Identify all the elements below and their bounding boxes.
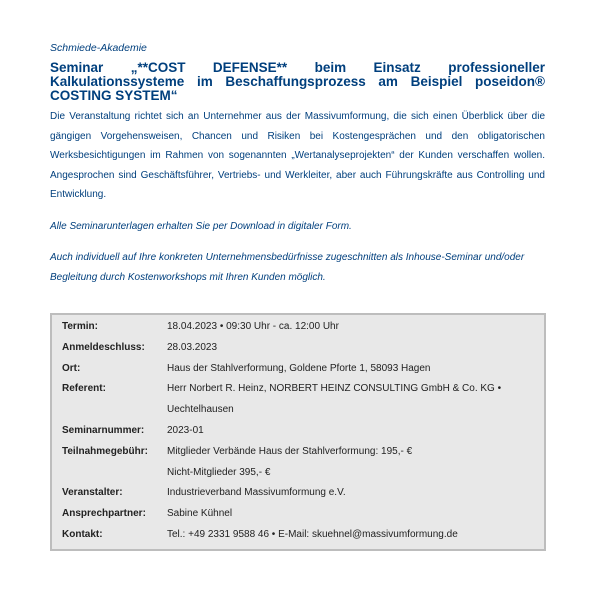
info-row-ort bbox=[62, 359, 534, 380]
info-row-kontakt bbox=[62, 525, 534, 546]
referent-value bbox=[167, 379, 534, 421]
ansprechpartner-value: Sabine Kühnel bbox=[167, 508, 233, 520]
referent-value-line2: Uechtelhausen bbox=[167, 404, 234, 416]
teilnahmegebuehr-value bbox=[167, 442, 534, 484]
seminar-info-box bbox=[50, 313, 546, 551]
download-note: Alle Seminarunterlagen erhalten Sie per Download in digitaler Form. bbox=[50, 220, 352, 232]
info-row-veranstalter bbox=[62, 483, 534, 504]
teilnahmegebuehr-label: Teilnahmegebühr: bbox=[62, 445, 148, 457]
seminarnummer-label: Seminarnummer: bbox=[62, 424, 145, 436]
veranstalter-label: Veranstalter: bbox=[62, 487, 123, 499]
info-row-teilnahmegebuehr bbox=[62, 442, 534, 484]
seminarnummer-value: 2023-01 bbox=[167, 424, 204, 436]
info-row-ansprechpartner bbox=[62, 504, 534, 525]
kontakt-label: Kontakt: bbox=[62, 528, 103, 540]
seminar-description: Die Veranstaltung richtet sich an Unternehmer aus der Massivumformung, die sich einen Überblick über die gängigen Vorgehensweisen, Chancen und Risiken bei Kostengesprächen und den obligatorischen Werksbesichtigungen im Rahmen von sogenannten „Wertanalyseprojekten“ der Kunden verschaffen wollen. Angesprochen sind Geschäftsführer, Vertriebs- und Werkleiter, aber auch Führungskräfte aus Controlling und Entwicklung. bbox=[50, 111, 545, 200]
info-row-seminarnummer bbox=[62, 421, 534, 442]
ort-value: Haus der Stahlverformung, Goldene Pforte 1, 58093 Hagen bbox=[167, 362, 431, 374]
inhouse-note: Auch individuell auf Ihre konkreten Unternehmensbedürfnisse zugeschnitten als Inhouse-Seminar und/oder Begleitung durch Kostenworkshops mit Ihren Kunden möglich. bbox=[50, 252, 525, 283]
termin-label: Termin: bbox=[62, 321, 98, 332]
anmeldeschluss-label: Anmeldeschluss: bbox=[62, 341, 145, 353]
teilnahmegebuehr-members: Mitglieder Verbände Haus der Stahlverformung: 195,- € bbox=[167, 445, 413, 457]
ort-label: Ort: bbox=[62, 362, 81, 374]
academy-kicker: Schmiede-Akademie bbox=[50, 42, 147, 54]
info-row-anmeldeschluss bbox=[62, 338, 534, 359]
info-row-termin bbox=[62, 317, 534, 338]
seminar-title: Seminar „**COST DEFENSE** beim Einsatz professioneller Kalkulationssysteme im Beschaffungsprozess am Beispiel poseidon® COSTING SYSTEM“ bbox=[50, 60, 545, 103]
termin-value: 18.04.2023 • 09:30 Uhr - ca. 12:00 Uhr bbox=[167, 321, 339, 332]
kontakt-value: Tel.: +49 2331 9588 46 • E-Mail: skuehnel@massivumformung.de bbox=[167, 528, 458, 540]
info-row-referent bbox=[62, 379, 534, 421]
seminar-document bbox=[50, 42, 545, 287]
teilnahmegebuehr-nonmembers: Nicht-Mitglieder 395,- € bbox=[167, 466, 271, 478]
referent-label: Referent: bbox=[62, 383, 106, 395]
referent-value-line1: Herr Norbert R. Heinz, NORBERT HEINZ CONSULTING GmbH & Co. KG • bbox=[167, 383, 502, 395]
anmeldeschluss-value: 28.03.2023 bbox=[167, 341, 218, 353]
ansprechpartner-label: Ansprechpartner: bbox=[62, 508, 146, 520]
veranstalter-value: Industrieverband Massivumformung e.V. bbox=[167, 487, 346, 499]
